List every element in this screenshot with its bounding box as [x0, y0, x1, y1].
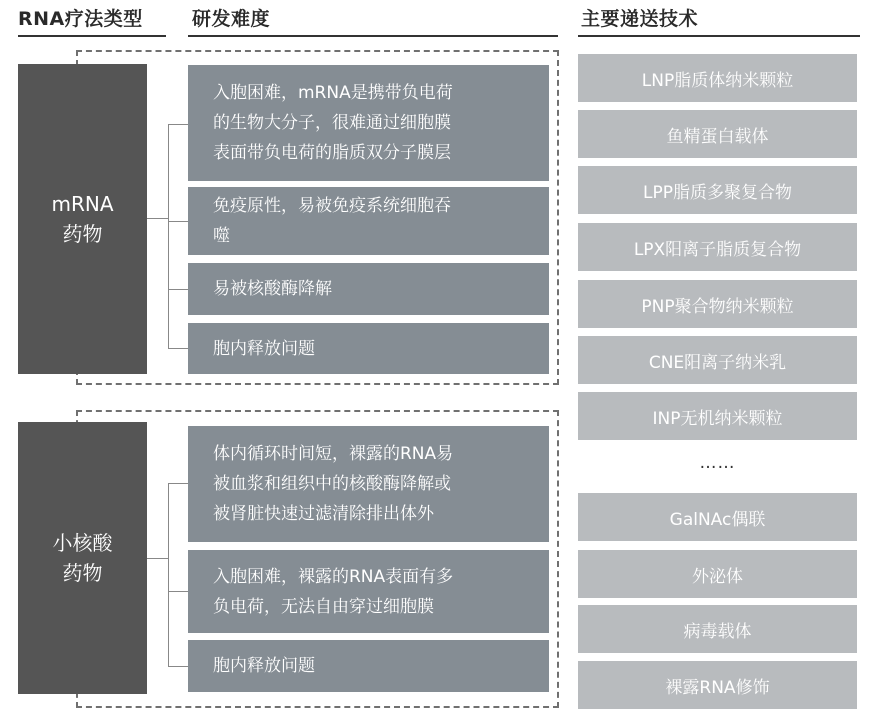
connector	[168, 348, 188, 349]
difficulty-line: 噬	[213, 226, 230, 246]
drug-label-line: 药物	[62, 222, 103, 246]
difficulty-line: 的生物大分子，很难通过细胞膜	[213, 113, 451, 133]
tech-item: LPP脂质多聚复合物	[578, 166, 857, 214]
tech-item: LPX阳离子脂质复合物	[578, 223, 857, 271]
difficulty-line: 体内循环时间短，裸露的RNA易	[213, 444, 454, 464]
drug-type-mrna	[18, 64, 147, 374]
header-difficulty-underline	[188, 35, 558, 37]
difficulty-line: 胞内释放问题	[213, 338, 315, 359]
drug-label-line: 药物	[62, 561, 103, 585]
tech-item: 外泌体	[578, 550, 857, 598]
difficulty-line: 入胞困难，裸露的RNA表面有多	[213, 566, 454, 587]
difficulty-box	[188, 550, 549, 633]
connector	[168, 289, 188, 290]
difficulty-line: 易被核酸酶降解	[213, 279, 332, 299]
difficulty-box	[188, 640, 549, 692]
connector	[168, 666, 188, 667]
drug-type-small-nucleic-acid	[18, 422, 147, 694]
difficulty-box	[188, 426, 549, 542]
difficulty-box	[188, 65, 549, 181]
tech-item: 鱼精蛋白载体	[578, 110, 857, 158]
difficulty-line: 被血浆和组织中的核酸酶降解或	[213, 474, 451, 494]
difficulty-line: 免疫原性，易被免疫系统细胞吞	[213, 196, 451, 216]
difficulty-line: 负电荷，无法自由穿过细胞膜	[213, 596, 434, 617]
tech-item: GalNAc偶联	[578, 493, 857, 541]
header-difficulty: 研发难度	[192, 8, 271, 30]
tech-item: INP无机纳米颗粒	[578, 392, 857, 440]
header-type-underline	[18, 35, 166, 37]
tech-item: 裸露RNA修饰	[578, 661, 857, 709]
tech-item: 病毒载体	[578, 605, 857, 653]
difficulty-box	[188, 263, 549, 315]
connector	[168, 124, 169, 349]
connector	[168, 483, 188, 484]
connector	[168, 221, 188, 222]
difficulty-line: 入胞困难，mRNA是携带负电荷	[213, 83, 453, 103]
difficulty-line: 被肾脏快速过滤清除排出体外	[213, 504, 434, 524]
drug-label-line: mRNA	[51, 192, 114, 216]
difficulty-box	[188, 187, 549, 255]
connector	[147, 218, 169, 219]
difficulty-box	[188, 323, 549, 374]
connector	[147, 558, 169, 559]
header-tech-underline	[578, 35, 860, 37]
tech-item: PNP聚合物纳米颗粒	[578, 280, 857, 328]
connector	[168, 591, 188, 592]
tech-ellipsis: ……	[699, 453, 736, 473]
difficulty-line: 胞内释放问题	[213, 656, 315, 676]
difficulty-line: 表面带负电荷的脂质双分子膜层	[213, 143, 451, 163]
header-tech: 主要递送技术	[581, 8, 699, 30]
tech-item: LNP脂质体纳米颗粒	[578, 54, 857, 102]
connector	[168, 124, 188, 125]
tech-item: CNE阳离子纳米乳	[578, 336, 857, 384]
header-type: RNA疗法类型	[18, 8, 143, 30]
drug-label-line: 小核酸	[52, 531, 113, 555]
connector	[168, 483, 169, 666]
